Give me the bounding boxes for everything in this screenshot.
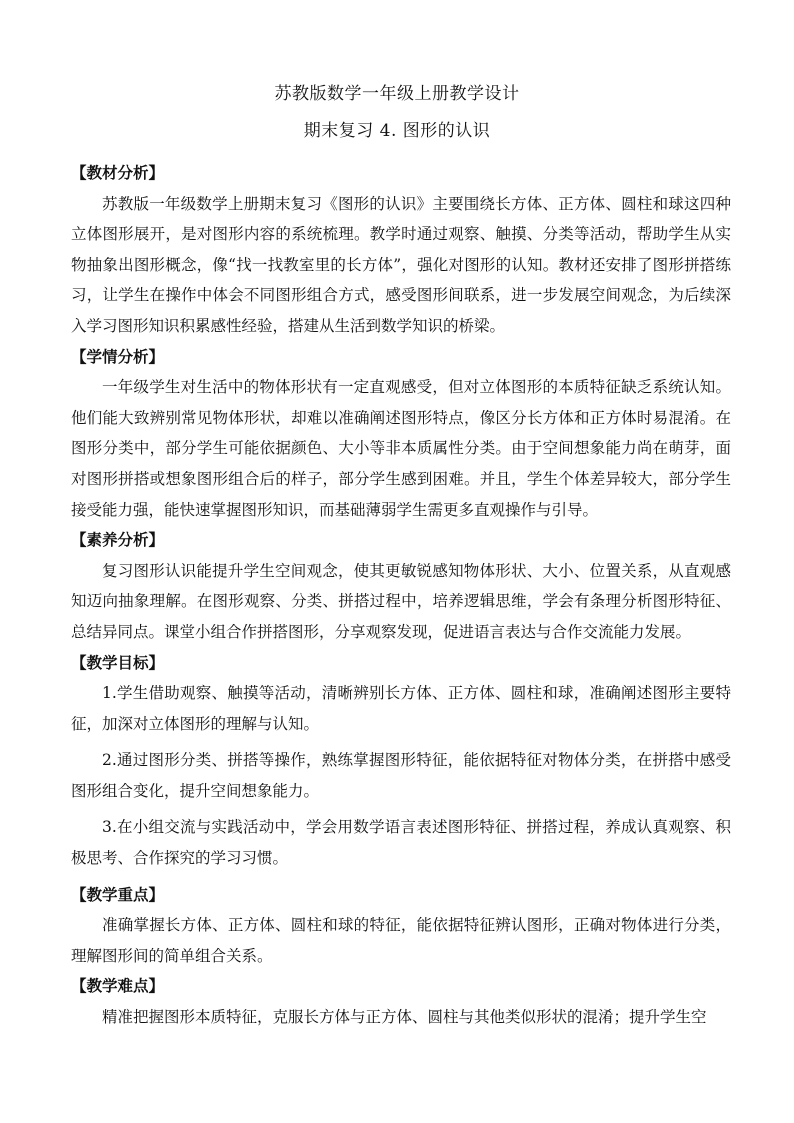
document-body: [71, 158, 731, 1033]
section-heading: 【教材分析】: [71, 163, 165, 182]
section-material-analysis: [71, 158, 731, 342]
goal-item-1: 1.学生借助观察、触摸等活动，清晰辨别长方体、正方体、圆柱和球，准确阐述图形主要特征，加深对立体图形的理解与认知。: [71, 684, 731, 733]
goal-item-3: 3.在小组交流与实践活动中，学会用数学语言表述图形特征、拼搭过程，养成认真观察、积极思考、合作探究的学习习惯。: [71, 818, 731, 868]
section-heading: 【学情分析】: [71, 346, 165, 366]
section-heading: 【教学重点】: [71, 884, 165, 904]
section-heading: 【教学目标】: [71, 652, 165, 672]
section-teaching-goals: [71, 648, 731, 874]
section-paragraph: 精准把握图形本质特征，克服长方体与正方体、圆柱与其他类似形状的混淆；提升学生空: [102, 1008, 707, 1027]
goal-item-2: 2.通过图形分类、拼搭等操作，熟练掌握图形特征，能依据特征对物体分类，在拼搭中感受图形组合变化，提升空间想象能力。: [71, 751, 731, 800]
section-paragraph: 复习图形认识能提升学生空间观念，使其更敏锐感知物体形状、大小、位置关系，从直观感知迈向抽象理解。在图形观察、分类、拼搭过程中，培养逻辑思维，学会有条理分析图形特征、总结异同点。课堂小组合作拼搭图形，分享观察发现，促进语言表达与合作交流能力发展。: [71, 561, 731, 641]
section-teaching-difficulties: [71, 971, 731, 1032]
section-paragraph: 一年级学生对生活中的物体形状有一定直观感受，但对立体图形的本质特征缺乏系统认知。他们能大致辨别常见物体形状，却难以准确阐述图形特点，像区分长方体和正方体时易混淆。在图形分类中，部分学生可能依据颜色、大小等非本质属性分类。由于空间想象能力尚在萌芽，面对图形拼搭或想象图形组合后的样子，部分学生感到困难。并且，学生个体差异较大，部分学生接受能力强，能快速掌握图形知识，而基础薄弱学生需更多直观操作与引导。: [71, 378, 731, 519]
document-title: 苏教版数学一年级上册教学设计: [274, 84, 520, 104]
section-paragraph: 苏教版一年级数学上册期末复习《图形的认识》主要围绕长方体、正方体、圆柱和球这四种立体图形展开，是对图形内容的系统梳理。教学时通过观察、触摸、分类等活动，帮助学生从实物抽象出图形概念，像“找一找教室里的长方体”，强化对图形的认知。教材还安排了图形拼搭练习，让学生在操作中体会不同图形组合方式，感受图形间联系，进一步发展空间观念，为后续深入学习图形知识积累感性经验，搭建从生活到数学知识的桥梁。: [71, 194, 731, 335]
section-paragraph: 准确掌握长方体、正方体、圆柱和球的特征，能依据特征辨认图形，正确对物体进行分类，理解图形间的简单组合关系。: [71, 916, 731, 965]
document-subtitle: 期末复习 4. 图形的认识: [303, 121, 491, 141]
section-heading: 【教学难点】: [71, 976, 165, 996]
section-literacy-analysis: [71, 525, 731, 647]
section-student-analysis: [71, 342, 731, 526]
section-heading: 【素养分析】: [71, 530, 165, 550]
section-teaching-key-points: [71, 880, 731, 972]
